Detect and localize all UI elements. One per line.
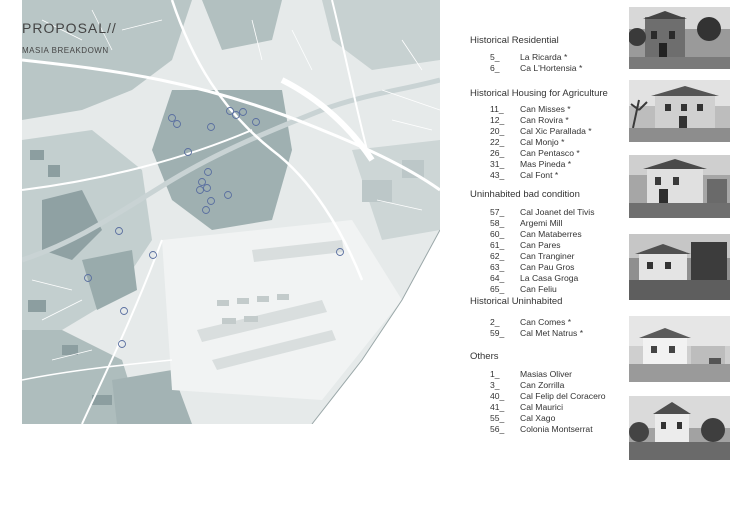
item-number: 62_ — [490, 251, 505, 261]
item-name: Can Zorrilla — [520, 380, 565, 390]
map-graphic — [22, 0, 440, 424]
item-number: 22_ — [490, 137, 505, 147]
item-name: Can Comes * — [520, 317, 572, 327]
masia-photo — [629, 234, 730, 300]
item-name: Mas Pineda * — [520, 159, 572, 169]
item-number: 20_ — [490, 126, 505, 136]
category-heading: Historical Residential — [470, 35, 559, 46]
masia-photo — [629, 7, 730, 69]
item-number: 6_ — [490, 63, 500, 73]
item-number: 63_ — [490, 262, 505, 272]
item-number: 31_ — [490, 159, 505, 169]
item-number: 11_ — [490, 104, 504, 114]
item-number: 43_ — [490, 170, 505, 180]
item-name: Cal Met Natrus * — [520, 328, 584, 338]
page-title: PROPOSAL// — [22, 20, 117, 36]
item-name: Cal Font * — [520, 170, 559, 180]
item-number: 40_ — [490, 391, 505, 401]
category-heading: Historical Uninhabited — [470, 296, 563, 307]
item-name: Can Feliu — [520, 284, 557, 294]
masia-photo — [629, 155, 730, 218]
item-number: 59_ — [490, 328, 505, 338]
item-name: Cal Xago — [520, 413, 556, 423]
item-number: 41_ — [490, 402, 505, 412]
category-heading: Others — [470, 351, 499, 362]
item-name: Can Tranginer — [520, 251, 575, 261]
item-number: 26_ — [490, 148, 505, 158]
item-name: Can Mataberres — [520, 229, 582, 239]
item-name: Masias Oliver — [520, 369, 573, 379]
masia-photo — [629, 80, 730, 142]
item-name: Colonia Montserrat — [520, 424, 593, 434]
item-number: 57_ — [490, 207, 505, 217]
masia-photo — [629, 316, 730, 382]
item-name: Cal Maurici — [520, 402, 563, 412]
item-name: Can Pentasco * — [520, 148, 580, 158]
item-number: 55_ — [490, 413, 505, 423]
item-name: Argemi Mill — [520, 218, 563, 228]
item-name: Can Pau Gros — [520, 262, 575, 272]
item-name: Can Misses * — [520, 104, 571, 114]
site-map[interactable] — [22, 0, 440, 424]
item-number: 65_ — [490, 284, 505, 294]
item-number: 61_ — [490, 240, 505, 250]
item-number: 3_ — [490, 380, 500, 390]
item-name: Can Pares — [520, 240, 561, 250]
item-number: 2_ — [490, 317, 500, 327]
page-subtitle: MASIA BREAKDOWN — [22, 46, 109, 55]
item-number: 56_ — [490, 424, 505, 434]
item-name: La Ricarda * — [520, 52, 568, 62]
item-name: Cal Xic Parallada * — [520, 126, 592, 136]
item-number: 60_ — [490, 229, 505, 239]
item-name: Cal Felip del Coracero — [520, 391, 606, 401]
item-name: Can Rovira * — [520, 115, 569, 125]
item-name: Cal Monjo * — [520, 137, 565, 147]
item-number: 58_ — [490, 218, 505, 228]
item-number: 64_ — [490, 273, 505, 283]
item-name: La Casa Groga — [520, 273, 579, 283]
masia-photo — [629, 396, 730, 460]
item-number: 1_ — [490, 369, 500, 379]
item-number: 5_ — [490, 52, 500, 62]
category-heading: Historical Housing for Agriculture — [470, 88, 608, 99]
item-number: 12_ — [490, 115, 505, 125]
item-name: Ca L'Hortensia * — [520, 63, 583, 73]
category-heading: Uninhabited bad condition — [470, 189, 580, 200]
item-name: Cal Joanet del Tivis — [520, 207, 595, 217]
